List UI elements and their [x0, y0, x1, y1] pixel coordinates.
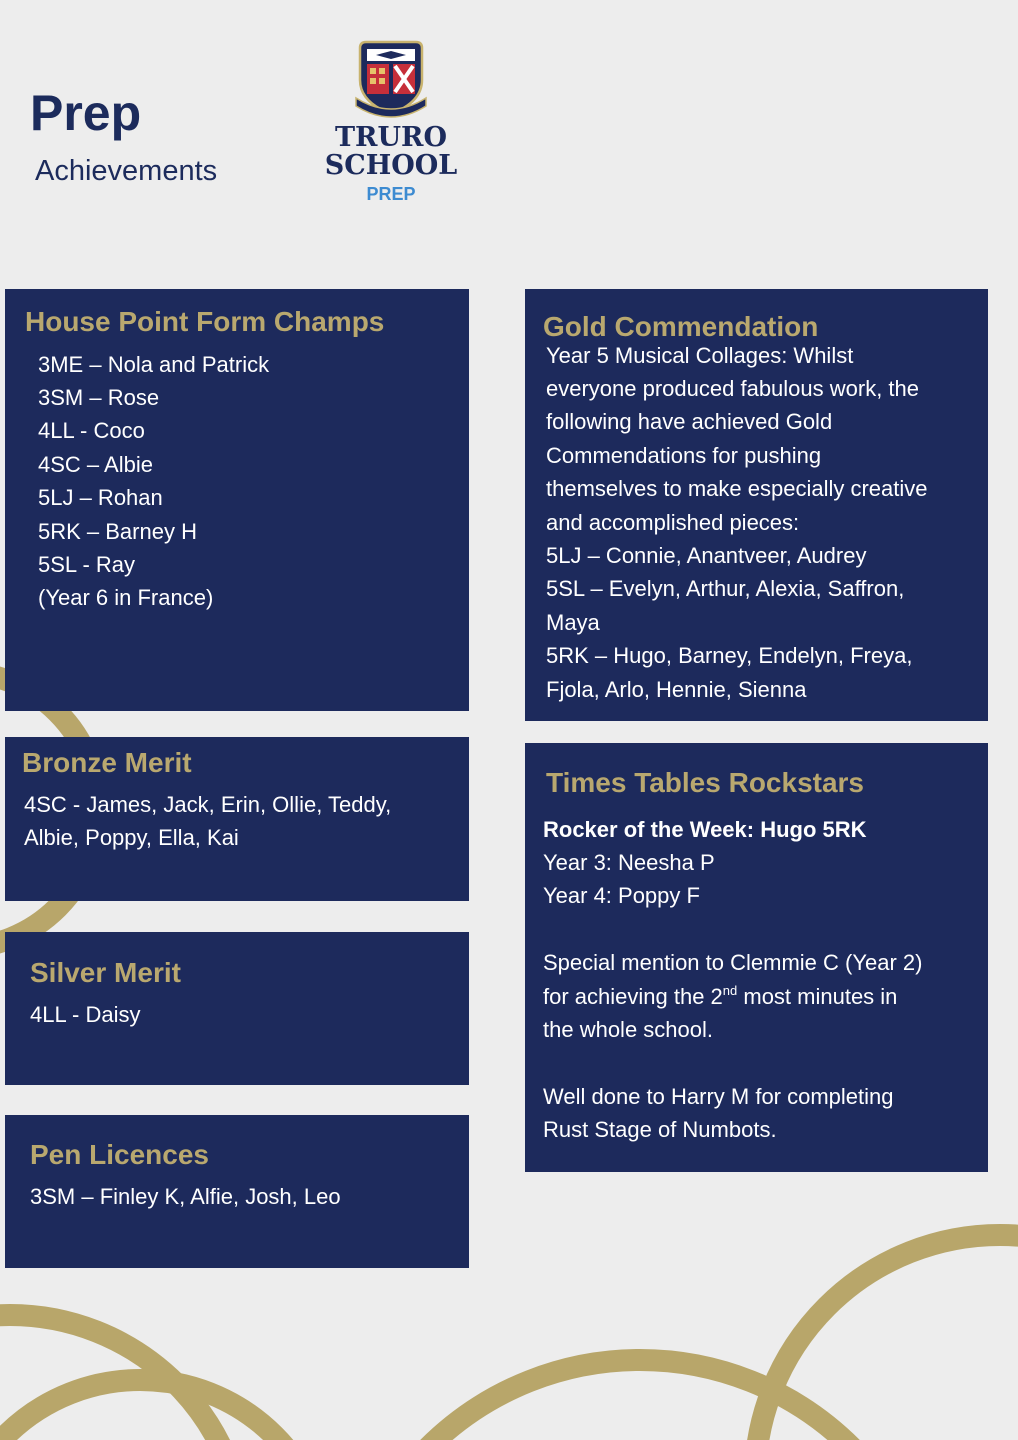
logo-name-line1: TRURO	[334, 122, 448, 153]
well-done-line: Rust Stage of Numbots.	[543, 1117, 777, 1143]
logo-tagline: PREP	[366, 184, 416, 204]
gold-line: everyone produced fabulous work, the	[546, 376, 920, 401]
bronze-merit-heading: Bronze Merit	[22, 747, 192, 778]
school-crest-icon	[354, 40, 428, 118]
house-point-line: 4SC – Albie	[38, 451, 153, 477]
special-mention-line: Special mention to Clemmie C (Year 2)	[543, 950, 923, 976]
school-logo	[320, 40, 462, 210]
year4-rocker: Year 4: Poppy F	[543, 883, 700, 909]
house-point-line: 5RK – Barney H	[38, 518, 197, 544]
gold-line: Commendations for pushing	[546, 442, 822, 468]
special-mention-line: the whole school.	[543, 1017, 713, 1043]
pen-licences-panel	[5, 1115, 469, 1268]
gold-commendation-heading: Gold Commendation	[543, 311, 819, 342]
house-point-panel	[5, 289, 469, 711]
house-point-heading: House Point Form Champs	[25, 306, 385, 337]
bronze-line: 4SC - James, Jack, Erin, Ollie, Teddy,	[24, 791, 392, 817]
well-done-line: Well done to Harry M for completing	[543, 1083, 894, 1109]
silver-merit-heading: Silver Merit	[30, 957, 181, 988]
gold-line: Maya	[546, 609, 600, 635]
gold-line: Year 5 Musical Collages: Whilst	[546, 342, 854, 368]
house-point-line: (Year 6 in France)	[38, 585, 214, 611]
house-point-line: 5LJ – Rohan	[38, 485, 163, 511]
page-title: Prep	[30, 85, 142, 141]
gold-line: 5LJ – Connie, Anantveer, Audrey	[546, 543, 867, 569]
gold-line: and accomplished pieces:	[546, 509, 800, 535]
times-tables-panel	[525, 743, 988, 1172]
gold-line: following have achieved Gold	[546, 409, 833, 435]
rocker-of-week: Rocker of the Week: Hugo 5RK	[543, 816, 867, 842]
special-mention-line: for achieving the 2nd most minutes in	[543, 982, 898, 1009]
pen-licences-heading: Pen Licences	[30, 1139, 209, 1170]
pen-line: 3SM – Finley K, Alfie, Josh, Leo	[30, 1183, 341, 1209]
year3-rocker: Year 3: Neesha P	[543, 850, 715, 875]
silver-line: 4LL - Daisy	[30, 1001, 141, 1027]
page-subtitle: Achievements	[35, 155, 218, 187]
bronze-merit-panel	[5, 737, 469, 901]
bronze-line: Albie, Poppy, Ella, Kai	[24, 825, 239, 850]
silver-merit-panel	[5, 932, 469, 1085]
gold-line: 5SL – Evelyn, Arthur, Alexia, Saffron,	[546, 576, 905, 602]
house-point-line: 5SL - Ray	[38, 552, 136, 578]
gold-line: Fjola, Arlo, Hennie, Sienna	[546, 676, 807, 702]
gold-line: themselves to make especially creative	[546, 476, 928, 502]
logo-name-line2: SCHOOL	[324, 150, 458, 181]
gold-commendation-panel	[525, 289, 988, 721]
gold-line: 5RK – Hugo, Barney, Endelyn, Freya,	[546, 643, 913, 669]
times-tables-heading: Times Tables Rockstars	[546, 767, 865, 798]
house-point-line: 3SM – Rose	[38, 385, 160, 410]
house-point-line: 3ME – Nola and Patrick	[38, 351, 270, 377]
house-point-line: 4LL - Coco	[38, 418, 145, 444]
